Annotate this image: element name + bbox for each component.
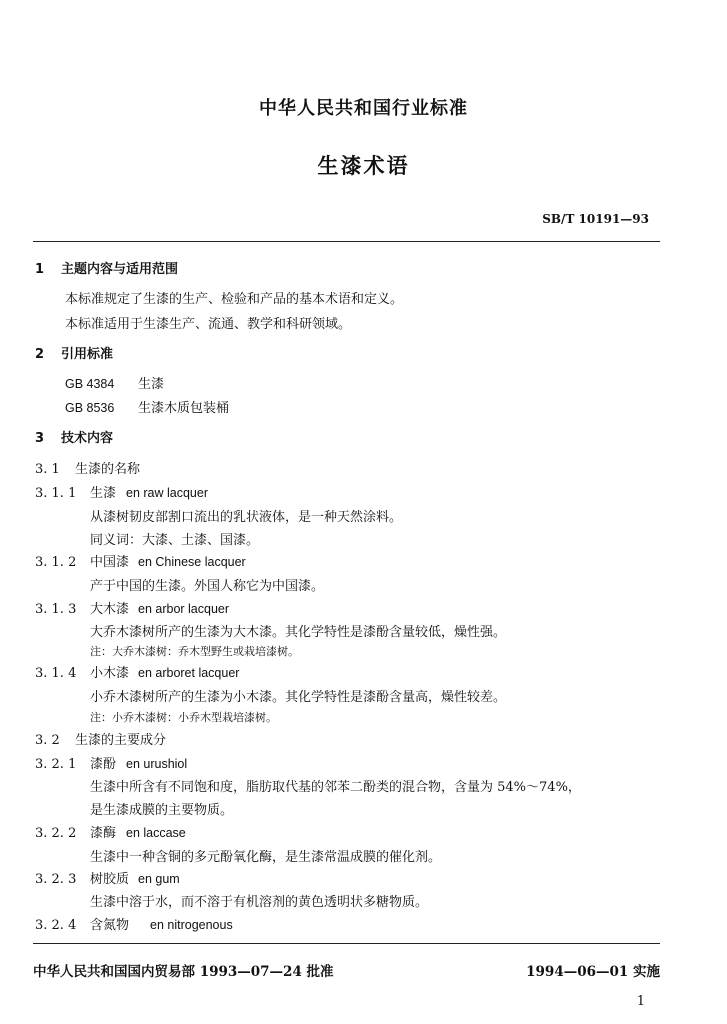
reference-code: GB 4384 xyxy=(65,377,115,391)
term-english: en arbor lacquer xyxy=(138,602,230,616)
header-divider xyxy=(33,241,660,242)
document-title: 生漆术语 xyxy=(317,154,410,178)
term-name: 生漆 xyxy=(90,486,117,501)
subsection-title: 生漆的主要成分 xyxy=(75,733,167,748)
term-arbor-lacquer xyxy=(35,598,229,617)
page-number: 1 xyxy=(636,994,645,1009)
subsection-number: 3. 1 xyxy=(35,462,60,477)
term-name: 中国漆 xyxy=(90,555,130,570)
term-number: 3. 2. 1 xyxy=(35,757,77,772)
term-english: en raw lacquer xyxy=(126,486,208,500)
reference-item xyxy=(65,397,229,416)
term-number: 3. 2. 4 xyxy=(35,918,77,933)
term-laccase xyxy=(35,822,186,841)
term-english: en laccase xyxy=(126,826,186,840)
section-title: 引用标准 xyxy=(61,347,114,362)
subsection-title: 生漆的名称 xyxy=(75,462,141,477)
term-arboret-lacquer xyxy=(35,662,239,681)
section-title: 主题内容与适用范围 xyxy=(61,262,179,277)
term-definition-continued: 是生漆成膜的主要物质。 xyxy=(90,803,234,818)
footer-divider xyxy=(33,943,660,944)
term-name: 大木漆 xyxy=(90,602,130,617)
term-definition: 产于中国的生漆。外国人称它为中国漆。 xyxy=(90,579,325,594)
term-definition: 小乔木漆树所产的生漆为小木漆。其化学特性是漆酚含量高，燥性较差。 xyxy=(90,690,507,705)
term-definition: 大乔木漆树所产的生漆为大木漆。其化学特性是漆酚含量较低，燥性强。 xyxy=(90,625,507,640)
term-english: en arboret lacquer xyxy=(138,666,240,680)
term-raw-lacquer xyxy=(35,482,208,501)
term-name: 树胶质 xyxy=(90,872,130,887)
term-english: en gum xyxy=(138,872,180,886)
term-number: 3. 1. 2 xyxy=(35,555,77,570)
term-nitrogenous xyxy=(35,914,233,933)
term-name: 含氮物 xyxy=(90,918,130,933)
term-english: en urushiol xyxy=(126,757,188,771)
subsection-3-1-heading xyxy=(35,458,140,477)
subsection-number: 3. 2 xyxy=(35,733,60,748)
term-number: 3. 1. 4 xyxy=(35,666,77,681)
term-definition: 生漆中溶于水，而不溶于有机溶剂的黄色透明状多糖物质。 xyxy=(90,895,429,910)
term-number: 3. 2. 3 xyxy=(35,872,77,887)
term-synonyms: 同义词：大漆、土漆、国漆。 xyxy=(90,533,260,548)
term-gum xyxy=(35,868,180,887)
term-name: 漆酶 xyxy=(90,826,117,841)
term-number: 3. 2. 2 xyxy=(35,826,77,841)
reference-code: GB 8536 xyxy=(65,401,115,415)
reference-name: 生漆 xyxy=(138,377,165,392)
term-definition: 生漆中一种含铜的多元酚氧化酶，是生漆常温成膜的催化剂。 xyxy=(90,850,442,865)
org-title: 中华人民共和国行业标准 xyxy=(259,98,468,119)
section-3-heading xyxy=(35,427,113,446)
term-note: 注：大乔木漆树：乔木型野生或栽培漆树。 xyxy=(90,645,299,658)
reference-item xyxy=(65,373,164,392)
section-number: 2 xyxy=(35,347,45,362)
standard-code: SB/T 10191—93 xyxy=(542,212,649,226)
term-definition: 生漆中所含有不同饱和度，脂肪取代基的邻苯二酚类的混合物，含量为 54%～74%， xyxy=(90,780,581,795)
implementation-date: 1994—06—01 实施 xyxy=(526,964,660,980)
term-english: en nitrogenous xyxy=(150,918,233,932)
term-urushiol xyxy=(35,753,187,772)
section-number: 3 xyxy=(35,431,45,446)
term-chinese-lacquer xyxy=(35,551,246,570)
section-title: 技术内容 xyxy=(61,431,114,446)
approval-line: 中华人民共和国国内贸易部 1993—07—24 批准 xyxy=(33,964,334,980)
term-number: 3. 1. 1 xyxy=(35,486,77,501)
scope-paragraph-2: 本标准适用于生漆生产、流通、教学和科研领域。 xyxy=(65,317,352,332)
scope-paragraph-1: 本标准规定了生漆的生产、检验和产品的基本术语和定义。 xyxy=(65,292,404,307)
term-english: en Chinese lacquer xyxy=(138,555,246,569)
reference-name: 生漆木质包装桶 xyxy=(138,401,230,416)
section-number: 1 xyxy=(35,262,45,277)
term-name: 小木漆 xyxy=(90,666,130,681)
term-name: 漆酚 xyxy=(90,757,117,772)
term-number: 3. 1. 3 xyxy=(35,602,77,617)
section-2-heading xyxy=(35,343,113,362)
section-1-heading xyxy=(35,258,178,277)
term-note: 注：小乔木漆树：小乔木型栽培漆树。 xyxy=(90,711,277,724)
subsection-3-2-heading xyxy=(35,729,166,748)
term-definition: 从漆树韧皮部割口流出的乳状液体，是一种天然涂料。 xyxy=(90,510,403,525)
